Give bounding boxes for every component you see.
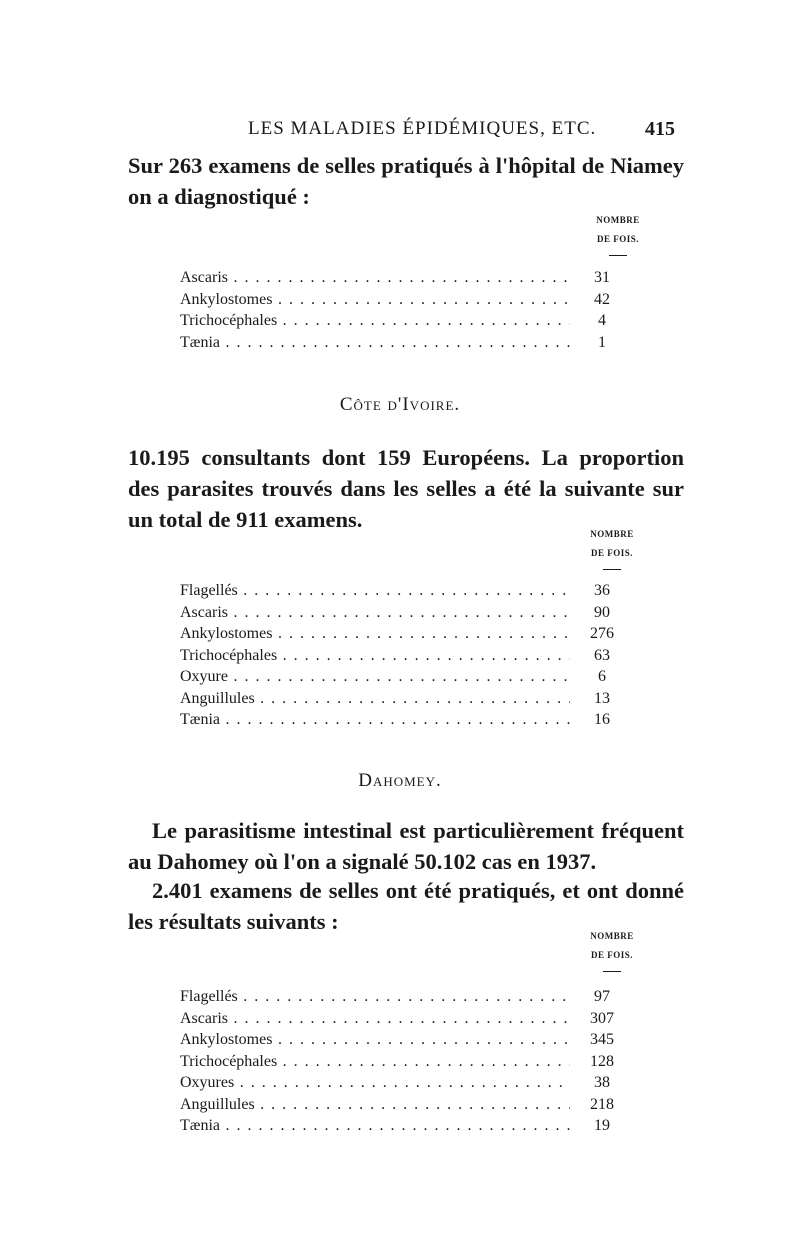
row-label: Oxyure . . . (180, 666, 570, 688)
row-value: 16 (594, 711, 610, 728)
row-value: 276 (590, 625, 614, 642)
row-value: 345 (590, 1031, 614, 1048)
row-label: Ankylostomes . . . (180, 1029, 570, 1051)
column-header-line2: DE FOIS. (590, 950, 633, 960)
cote-ivoire-intro: 10.195 consultants dont 159 Européens. La proportion des parasites trouvés dans les selles a été la suivante sur un total de 911 examens. (128, 445, 684, 532)
row-label: Trichocéphales . . . (180, 1051, 570, 1073)
table-row (180, 602, 630, 624)
table-row (180, 645, 630, 667)
divider (603, 971, 621, 972)
row-value: 38 (594, 1074, 610, 1091)
section-title-dahomey: Dahomey. (358, 770, 442, 791)
row-value: 218 (590, 1095, 614, 1113)
section-title-cote-ivoire: Côte d'Ivoire. (339, 394, 461, 415)
table-row (180, 580, 630, 602)
niamey-intro: Sur 263 examens de selles pratiqués à l'hôpital de Niamey on a diagnostiqué : (128, 153, 684, 209)
row-value: 90 (594, 603, 610, 621)
cote-ivoire-table (180, 580, 630, 731)
dahomey-intro-2: 2.401 examens de selles ont été pratiqués, et ont donné les résultats suivants : (128, 878, 684, 934)
table-row (180, 688, 630, 710)
divider (603, 569, 621, 570)
row-value: 36 (594, 582, 610, 599)
page-header (0, 118, 800, 146)
row-value: 4 (598, 312, 606, 329)
table-row (180, 289, 630, 311)
row-label: Flagellés . . . (180, 986, 570, 1008)
row-label: Ankylostomes . . . (180, 289, 570, 311)
row-label: Tænia . . . (180, 709, 570, 731)
column-header-line1: NOMBRE (590, 931, 634, 941)
table-row (180, 1094, 630, 1116)
dahomey-table (180, 986, 630, 1137)
dahomey-intro-1: Le parasitisme intestinal est particulièrement fréquent au Dahomey où l'on a signalé 50.102 cas en 1937. (128, 818, 684, 874)
row-value: 128 (590, 1052, 614, 1070)
row-label: Tænia . . . (180, 1115, 570, 1137)
row-label: Oxyures . . . (180, 1072, 570, 1094)
row-value: 19 (594, 1117, 610, 1134)
table-row (180, 310, 630, 332)
divider (609, 255, 627, 256)
table-row (180, 666, 630, 688)
row-label: Trichocéphales . . . (180, 645, 570, 667)
row-value: 42 (594, 290, 610, 308)
table-row (180, 623, 630, 645)
running-head: LES MALADIES ÉPIDÉMIQUES, ETC. (248, 118, 597, 139)
niamey-column-header (578, 211, 658, 256)
table-row (180, 986, 630, 1008)
table-row (180, 267, 630, 289)
column-header-line1: NOMBRE (596, 215, 640, 225)
table-row (180, 1008, 630, 1030)
row-value: 31 (594, 269, 610, 286)
row-label: Tænia . . . (180, 332, 570, 354)
dahomey-column-header (572, 927, 652, 972)
row-label: Ankylostomes . . . (180, 623, 570, 645)
column-header-line2: DE FOIS. (590, 548, 633, 558)
row-value: 6 (598, 668, 606, 685)
row-value: 13 (594, 689, 610, 707)
table-row (180, 1072, 630, 1094)
table-row (180, 1115, 630, 1137)
table-row (180, 1029, 630, 1051)
niamey-table (180, 267, 630, 353)
row-value: 307 (590, 1009, 614, 1027)
row-label: Anguillules . . . (180, 688, 570, 710)
table-row (180, 332, 630, 354)
row-label: Anguillules . . . (180, 1094, 570, 1116)
row-label: Ascaris . . . (180, 602, 570, 624)
page-number: 415 (645, 118, 675, 140)
row-label: Trichocéphales . . . (180, 310, 570, 332)
column-header-line1: NOMBRE (590, 529, 634, 539)
cote-ivoire-column-header (572, 525, 652, 570)
row-label: Flagellés . . . (180, 580, 570, 602)
table-row (180, 1051, 630, 1073)
table-row (180, 709, 630, 731)
column-header-line2: DE FOIS. (596, 234, 639, 244)
row-value: 1 (598, 333, 606, 351)
row-label: Ascaris . . . (180, 1008, 570, 1030)
row-value: 63 (594, 646, 610, 664)
row-value: 97 (594, 988, 610, 1005)
row-label: Ascaris . . . (180, 267, 570, 289)
